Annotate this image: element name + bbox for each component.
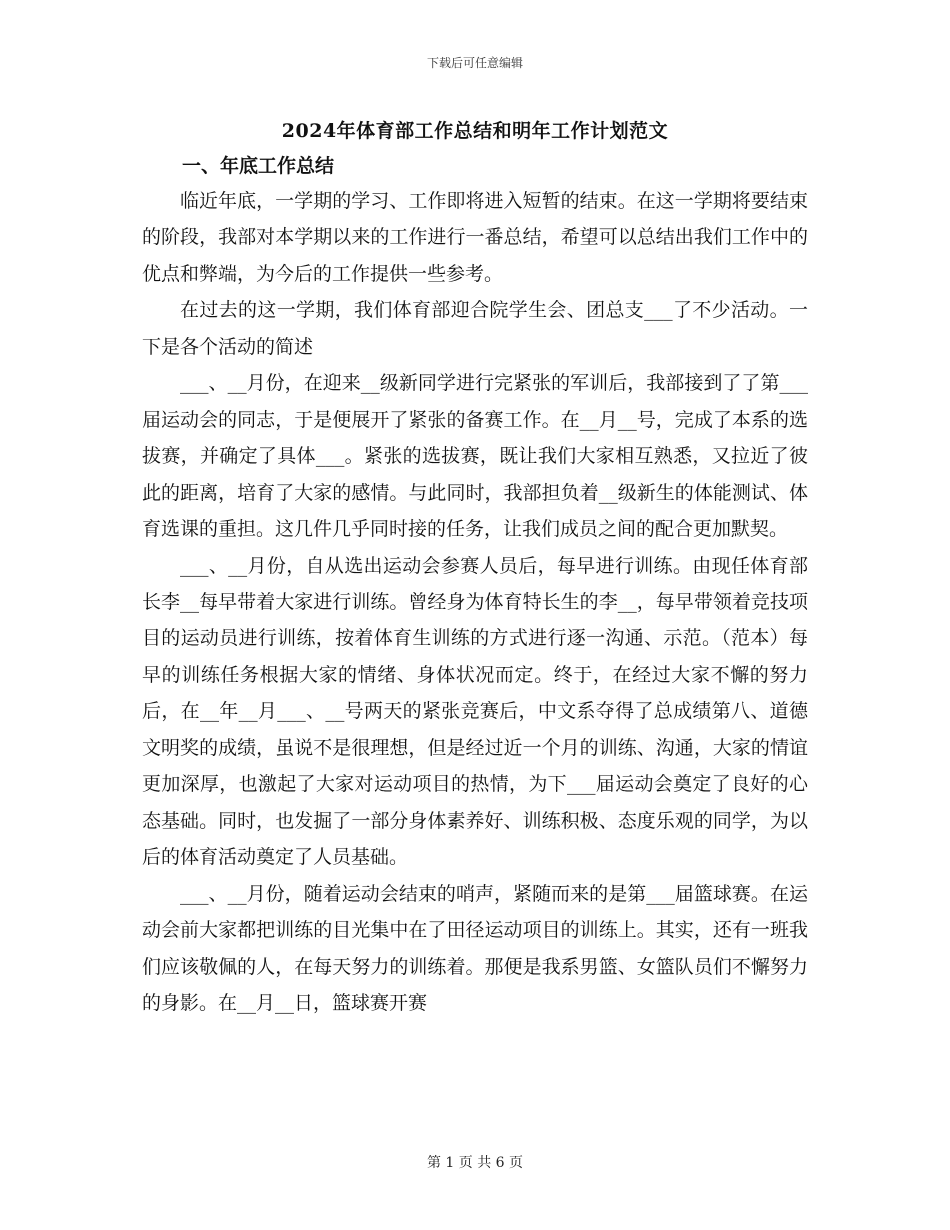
section-heading: 一、年底工作总结 <box>182 155 335 177</box>
page-header: 下载后可任意编辑 <box>426 56 523 70</box>
document-title: 2024年体育部工作总结和明年工作计划范文 <box>281 120 669 142</box>
paragraph: ___、__月份，自从选出运动会参赛人员后，每早进行训练。由现任体育部长李__每早带着大家进行训练。曾经身为体育特长生的李__，每早带领着竞技项目的运动员进行训练，按着体育生训练的方式进行逐一沟通、示范。（范本）每早的训练任务根据大家的情绪、身体状况而定。终于，在经过大家不懈的努力后，在__年__月___、__号两天的紧张竞赛后，中文系夺得了总成绩第八、道德文明奖的成绩，虽说不是很理想，但是经过近一个月的训练、沟通，大家的情谊更加深厚，也激起了大家对运动项目的热情，为下___届运动会奠定了良好的心态基础。同时，也发掘了一部分身体素养好、训练积极、态度乐观的同学，为以后的体育活动奠定了人员基础。 <box>142 554 808 869</box>
paragraph: 在过去的这一学期，我们体育部迎合院学生会、团总支___了不少活动。一下是各个活动的简述 <box>142 299 808 358</box>
document-body <box>142 183 808 1021</box>
page-footer: 第 1 页 共 6 页 <box>426 1155 524 1171</box>
paragraph: ___、__月份，随着运动会结束的哨声，紧随而来的是第___届篮球赛。在运动会前大家都把训练的目光集中在了田径运动项目的训练上。其实，还有一班我们应该敬佩的人，在每天努力的训练着。那便是我系男篮、女篮队员们不懈努力的身影。在__月__日，篮球赛开赛 <box>142 882 808 1014</box>
paragraph: 临近年底，一学期的学习、工作即将进入短暂的结束。在这一学期将要结束的阶段，我部对本学期以来的工作进行一番总结，希望可以总结出我们工作中的优点和弊端，为今后的工作提供一些参考。 <box>142 190 808 285</box>
paragraph: ___、__月份，在迎来__级新同学进行完紧张的军训后，我部接到了了第___届运动会的同志，于是便展开了紧张的备赛工作。在__月__号，完成了本系的选拔赛，并确定了具体___。紧张的选拔赛，既让我们大家相互熟悉，又拉近了彼此的距离，培育了大家的感情。与此同时，我部担负着__级新生的体能测试、体育选课的重担。这几件几乎同时接的任务，让我们成员之间的配合更加默契。 <box>142 372 808 541</box>
